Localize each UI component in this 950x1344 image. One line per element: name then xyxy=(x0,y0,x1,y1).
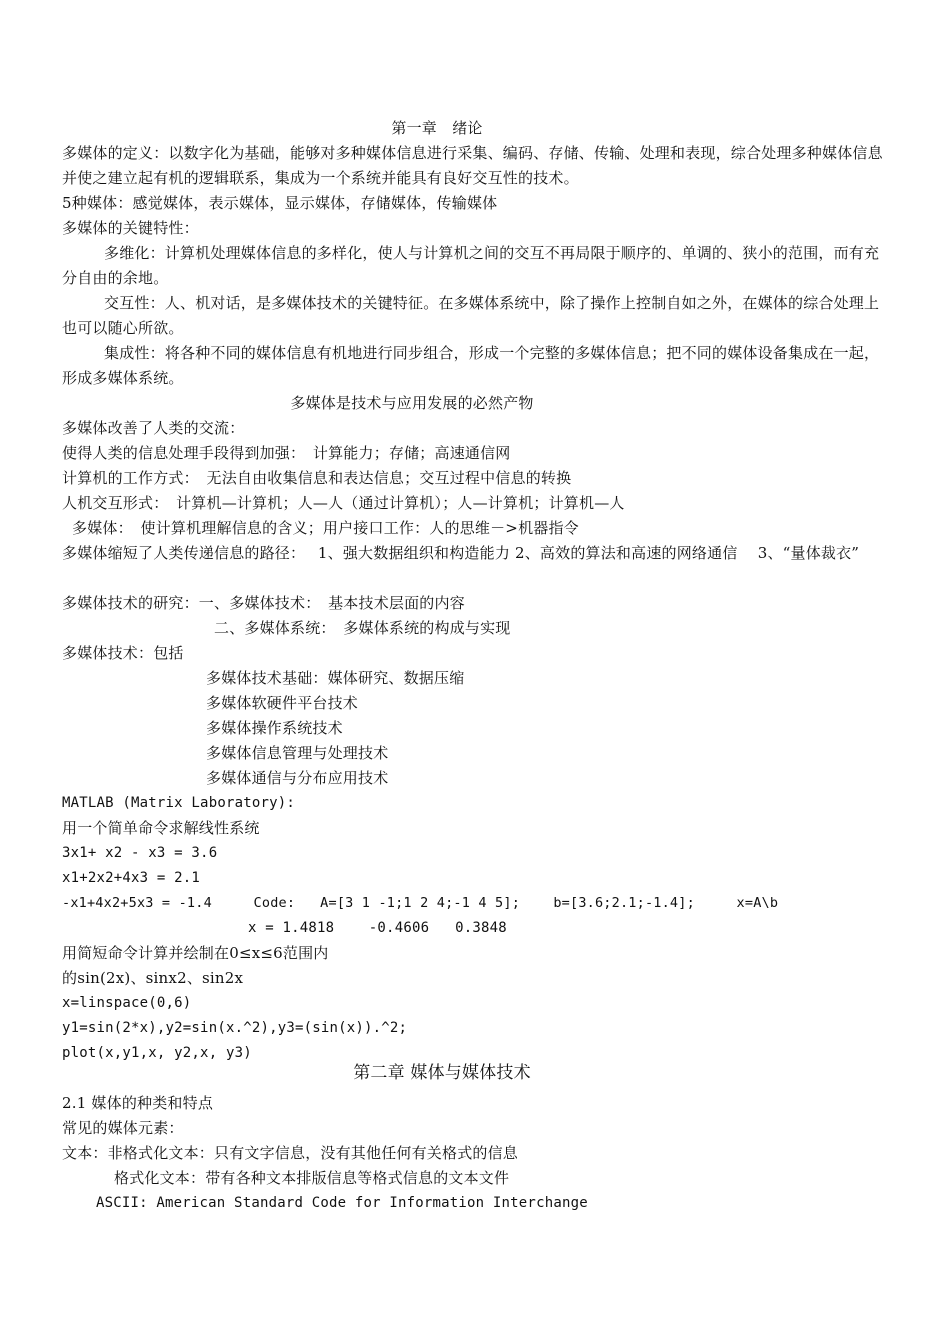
plot-description-2: 的sin(2x)、sinx2、sin2x xyxy=(62,969,244,987)
work-mode-line: 计算机的工作方式： 无法自由收集信息和表达信息；交互过程中信息的转换 xyxy=(62,469,572,487)
key-features-heading: 多媒体的关键特性： xyxy=(62,219,199,237)
section-2-1: 2.1 媒体的种类和特点 xyxy=(62,1094,214,1112)
research-line-1: 多媒体技术的研究：一、多媒体技术： 基本技术层面的内容 xyxy=(62,594,465,612)
equation-2: x1+2x2+4x3 = 2.1 xyxy=(62,870,201,886)
chapter1-title: 第一章 绪论 xyxy=(391,119,483,137)
matlab-solve-line: 用一个简单命令求解线性系统 xyxy=(62,819,260,837)
tech-item: 多媒体软硬件平台技术 xyxy=(206,694,359,712)
tech-item: 多媒体操作系统技术 xyxy=(206,719,343,737)
integration-paragraph: 集成性：将各种不同的媒体信息有机地进行同步组合，形成一个完整的多媒体信息；把不同的媒体设备集成在一起，形成多媒体系统。 xyxy=(62,344,880,387)
definition-paragraph: 多媒体的定义：以数字化为基础，能够对多种媒体信息进行采集、编码、存储、传输、处理和表现，综合处理多种媒体信息并使之建立起有机的逻辑联系，集成为一个系统并能具有良好交互性的技术。 xyxy=(62,144,883,187)
equation-3-code: -x1+4x2+5x3 = -1.4 Code: A=[3 1 -1;1 2 4;-1 4 5]; b=[3.6;2.1;-1.4]; x=A\b xyxy=(62,895,779,911)
common-elements-line: 常见的媒体元素： xyxy=(62,1119,184,1137)
multimedia-line: 多媒体： 使计算机理解信息的含义；用户接口工作：人的思维－>机器指令 xyxy=(72,519,579,537)
code-line-2: y1=sin(2*x),y2=sin(x.^2),y3=(sin(x)).^2; xyxy=(62,1020,408,1036)
plot-description-1: 用简短命令计算并绘制在0≤x≤6范围内 xyxy=(62,944,329,962)
section-subtitle: 多媒体是技术与应用发展的必然产物 xyxy=(290,394,534,412)
interactivity-paragraph: 交互性：人、机对话，是多媒体技术的关键特征。在多媒体系统中，除了操作上控制自如之外，在媒体的综合处理上也可以随心所欲。 xyxy=(62,294,880,337)
tech-item: 多媒体信息管理与处理技术 xyxy=(206,744,389,762)
hci-line: 人机交互形式： 计算机—计算机；人—人（通过计算机）；人—计算机；计算机—人 xyxy=(62,494,625,512)
solution-result: x = 1.4818 -0.4606 0.3848 xyxy=(248,920,507,936)
plain-text-line: 文本：非格式化文本：只有文字信息，没有其他任何有关格式的信息 xyxy=(62,1144,519,1162)
tech-item: 多媒体通信与分布应用技术 xyxy=(206,769,389,787)
diversity-paragraph: 多维化：计算机处理媒体信息的多样化，使人与计算机之间的交互不再局限于顺序的、单调的、狭小的范围，而有充分自由的余地。 xyxy=(62,244,880,287)
chapter2-title: 第二章 媒体与媒体技术 xyxy=(353,1063,531,1083)
improve-line: 多媒体改善了人类的交流： xyxy=(62,419,245,437)
ascii-line: ASCII: American Standard Code for Information Interchange xyxy=(96,1195,588,1211)
equation-1: 3x1+ x2 - x3 = 3.6 xyxy=(62,845,218,861)
five-media-line: 5种媒体：感觉媒体，表示媒体，显示媒体，存储媒体，传输媒体 xyxy=(62,194,498,212)
shorten-path-paragraph: 多媒体缩短了人类传递信息的路径： 1、强大数据组织和构造能力 2、高效的算法和高速的网络通信 3、“量体裁衣” xyxy=(62,544,860,562)
enhance-line: 使得人类的信息处理手段得到加强： 计算能力；存储；高速通信网 xyxy=(62,444,511,462)
formatted-text-line: 格式化文本：带有各种文本排版信息等格式信息的文本文件 xyxy=(114,1169,510,1187)
code-line-3: plot(x,y1,x, y2,x, y3) xyxy=(62,1045,252,1061)
tech-heading: 多媒体技术：包括 xyxy=(62,644,184,662)
research-line-2: 二、多媒体系统： 多媒体系统的构成与实现 xyxy=(214,619,511,637)
matlab-title: MATLAB (Matrix Laboratory): xyxy=(62,795,295,811)
tech-item: 多媒体技术基础：媒体研究、数据压缩 xyxy=(206,669,465,687)
code-line-1: x=linspace(0,6) xyxy=(62,995,192,1011)
